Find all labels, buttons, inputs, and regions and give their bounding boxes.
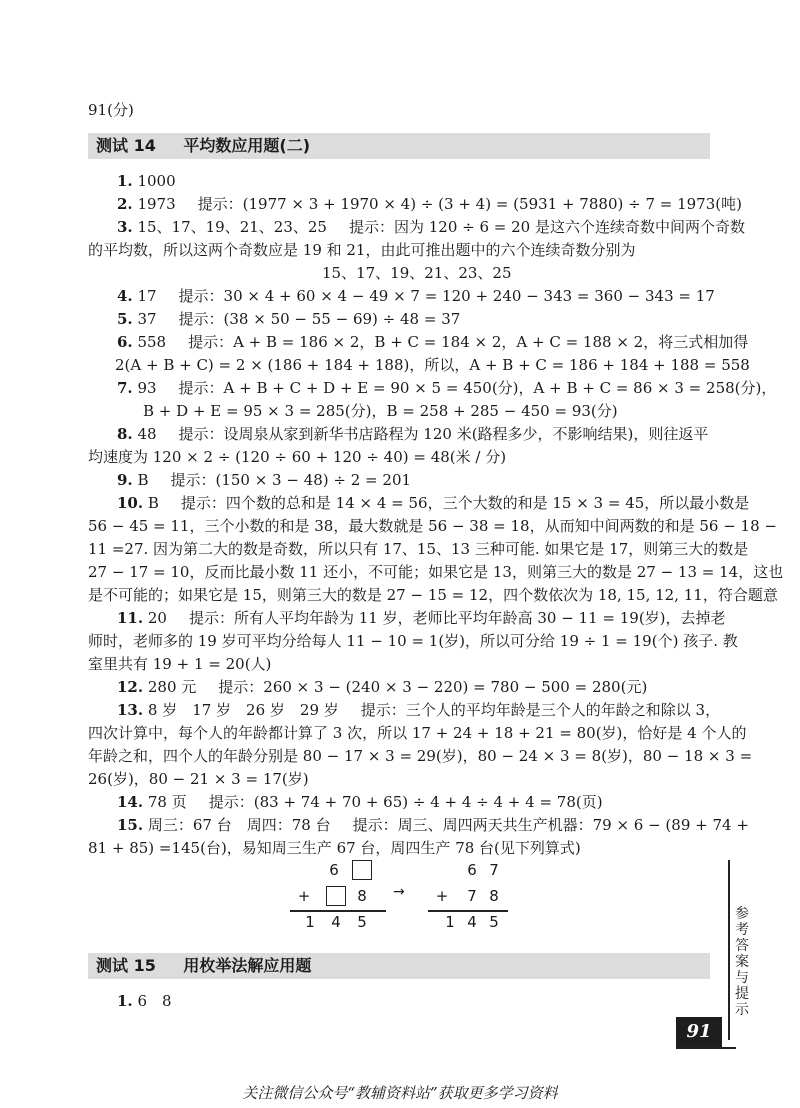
blank-box [352, 860, 372, 880]
digit: 1 [305, 913, 315, 931]
answer-line: 14. 78 页 提示：(83 + 74 + 70 + 65) ÷ 4 + 4 ÷ 4 + 4 = 78(页) [117, 793, 603, 811]
side-tab-rule [728, 860, 730, 1040]
answer-line: B + D + E = 95 × 3 = 285(分)，B = 258 + 285 − 450 = 93(分) [143, 402, 618, 420]
footer-note: 关注微信公众号“教辅资料站”获取更多学习资料 [242, 1084, 558, 1102]
answer-line: 2. 1973 提示：(1977 × 3 + 1970 × 4) ÷ (3 + 4) = (5931 + 7880) ÷ 7 = 1973(吨) [117, 195, 742, 213]
answer-line: 81 + 85) =145(台)，易知周三生产 67 台，周四生产 78 台(见下列算式) [88, 839, 581, 857]
digit: 4 [331, 913, 341, 931]
answer-line: 2(A + B + C) = 2 × (186 + 184 + 188)，所以，A + B + C = 186 + 184 + 188 = 558 [115, 356, 750, 374]
answer-line: 27 − 17 = 10，反而比最小数 11 还小，不可能；如果它是 13，则第三大的数是 27 − 13 = 14，这也 [88, 563, 784, 581]
digit: 5 [357, 913, 367, 931]
answer-line: 师时，老师多的 19 岁可平均分给每人 11 − 10 = 1(岁)，所以可分给 19 ÷ 1 = 19(个) 孩子. 教 [88, 632, 738, 650]
answer-line: 的平均数，所以这两个奇数应是 19 和 21，由此可推出题中的六个连续奇数分别为 [88, 241, 636, 259]
digit: 7 [467, 887, 477, 905]
answer-line: 1. 6 8 [117, 992, 172, 1010]
answer-line: 26(岁)，80 − 21 × 3 = 17(岁) [88, 770, 309, 788]
answer-line: 是不可能的；如果它是 15，则第三大的数是 27 − 15 = 12，四个数依次为 18, 15, 12, 11，符合题意 [88, 586, 778, 604]
page-number: 91 [676, 1017, 722, 1047]
answer-line: 室里共有 19 + 1 = 20(人) [88, 655, 272, 673]
answer-line: 均速度为 120 × 2 ÷ (120 ÷ 60 + 120 ÷ 40) = 48(米 / 分) [88, 448, 507, 466]
answer-line: 56 − 45 = 11，三个小数的和是 38，最大数就是 56 − 38 = 18，从而知中间两数的和是 56 − 18 − [88, 517, 777, 535]
digit: 6 [467, 861, 477, 879]
digit: 7 [489, 861, 499, 879]
section-label: 测试 15 [96, 956, 156, 975]
answer-line: 3. 15、17、19、21、23、25 提示：因为 120 ÷ 6 = 20 是这六个连续奇数中间两个奇数 [117, 218, 745, 236]
answer-line: 15、17、19、21、23、25 [322, 264, 512, 282]
answer-line: 11 =27. 因为第二大的数是奇数，所以只有 17、15、13 三种可能. 如果它是 17，则第三大的数是 [88, 540, 749, 558]
side-tab-label: 参考答案与提示 [735, 906, 749, 1018]
section-title: 用枚举法解应用题 [183, 956, 312, 975]
section-label: 测试 14 [96, 136, 156, 155]
digit: 8 [357, 887, 367, 905]
answer-line: 11. 20 提示：所有人平均年龄为 11 岁，老师比平均年龄高 30 − 11 = 19(岁)，去掉老 [117, 609, 726, 627]
answer-line: 1. 1000 [117, 172, 176, 190]
answer-line: 四次计算中，每个人的年龄都计算了 3 次，所以 17 + 24 + 18 + 21 = 80(岁)，恰好是 4 个人的 [88, 724, 747, 742]
digit: 6 [329, 861, 339, 879]
answer-line: 8. 48 提示：设周泉从家到新华书店路程为 120 米(路程多少，不影响结果)，则往返平 [117, 425, 709, 443]
section-title: 平均数应用题(二) [183, 136, 311, 155]
section-header-test14 [88, 133, 710, 159]
answer-line: 5. 37 提示：(38 × 50 − 55 − 69) ÷ 48 = 37 [117, 310, 461, 328]
previous-answer-tail: 91(分) [88, 101, 134, 119]
answer-line: 12. 280 元 提示：260 × 3 − (240 × 3 − 220) = 780 − 500 = 280(元) [117, 678, 648, 696]
answer-line: 15. 周三：67 台 周四：78 台 提示：周三、周四两天共生产机器：79 × 6 − (89 + 74 + [117, 816, 749, 834]
vertical-addition-solved [428, 858, 538, 933]
blank-box [326, 886, 346, 906]
arrow-icon: → [393, 884, 405, 900]
page-number-rule [676, 1047, 736, 1049]
answer-line: 13. 8 岁 17 岁 26 岁 29 岁 提示：三个人的平均年龄是三个人的年龄之和除以 3， [117, 701, 721, 719]
digit: 8 [489, 887, 499, 905]
answer-line: 6. 558 提示：A + B = 186 × 2，B + C = 184 × 2，A + C = 188 × 2，将三式相加得 [117, 333, 749, 351]
section-header-test15 [88, 953, 710, 979]
answer-line: 4. 17 提示：30 × 4 + 60 × 4 − 49 × 7 = 120 + 240 − 343 = 360 − 343 = 17 [117, 287, 715, 305]
digit: 1 [445, 913, 455, 931]
plus-sign: + [435, 887, 449, 905]
answer-line: 年龄之和，四个人的年龄分别是 80 − 17 × 3 = 29(岁)，80 − 24 × 3 = 8(岁)，80 − 18 × 3 = [88, 747, 753, 765]
answer-line: 7. 93 提示：A + B + C + D + E = 90 × 5 = 450(分)，A + B + C = 86 × 3 = 258(分)， [117, 379, 777, 397]
answer-line: 10. B 提示：四个数的总和是 14 × 4 = 56，三个大数的和是 15 × 3 = 45，所以最小数是 [117, 494, 750, 512]
answer-line: 9. B 提示：(150 × 3 − 48) ÷ 2 = 201 [117, 471, 412, 489]
digit: 5 [489, 913, 499, 931]
plus-sign: + [297, 887, 311, 905]
digit: 4 [467, 913, 477, 931]
